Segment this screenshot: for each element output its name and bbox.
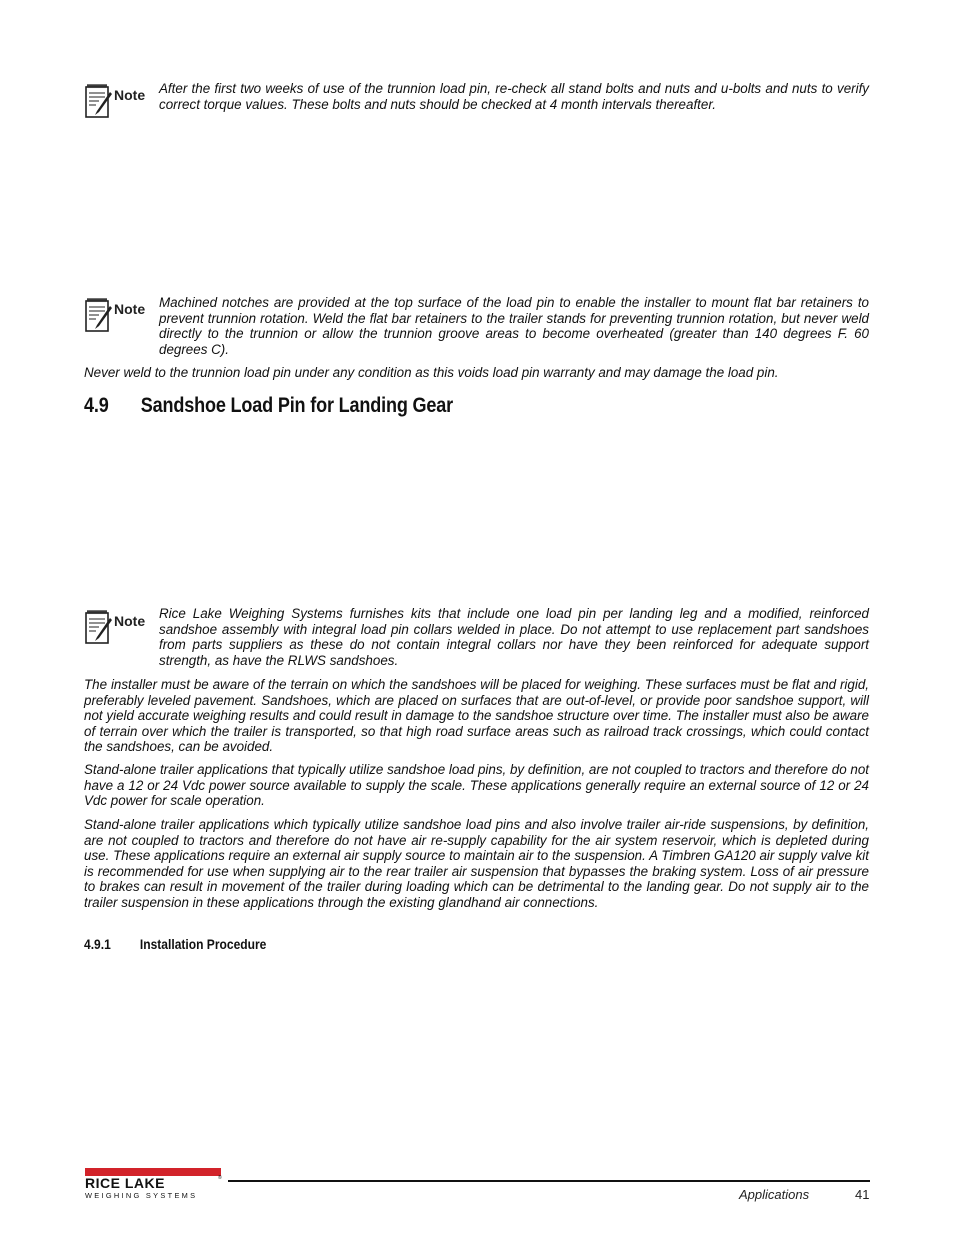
note-label: Note — [114, 301, 146, 317]
note-text: After the first two weeks of use of the trunnion load pin, re-check all stand bolts and nuts and u-bolts and nuts to verify correct torque values. These bolts and nuts should be checked at 4 month intervals thereafter. — [159, 81, 869, 112]
note-label: Note — [114, 87, 146, 103]
subsection-heading — [84, 936, 266, 952]
note-text: Rice Lake Weighing Systems furnishes kits that include one load pin per landing leg and a modified, reinforced sandshoe assembly with integral load pin collars welded in place. Do not attempt to use replacement part sandshoes from parts suppliers as these do not contain integral collars nor have they been reinforced for adequate support strength, as have the RLWS sandshoes. — [159, 606, 869, 668]
body-paragraph: Stand-alone trailer applications which typically utilize sandshoe load pins and also involve trailer air-ride suspensions, by definition, are not coupled to tractors and therefore do not have air re-supply capability for the air system reservoir, which is depleted during use. These applications require an external air supply source to maintain air to the suspension. A Timbren GA120 air supply valve kit is recommended for use when supplying air to the rear trailer air suspension that bypasses the braking system. Loss of air pressure to brakes can result in movement of the trailer during loading which can be detrimental to the landing gear. Do not supply air to the trailer suspension in these applications through the existing glandhand air connections. — [84, 817, 869, 910]
subsection-title: Installation Procedure — [139, 936, 267, 952]
section-title: Sandshoe Load Pin for Landing Gear — [140, 394, 454, 417]
svg-text:®: ® — [218, 1175, 222, 1181]
note-icon — [84, 298, 152, 332]
note-icon — [84, 84, 152, 118]
section-heading — [84, 394, 453, 418]
page-number: 41 — [855, 1187, 870, 1202]
logo-subtitle: WEIGHING SYSTEMS — [85, 1191, 198, 1200]
rice-lake-logo — [85, 1167, 225, 1201]
footer-rule — [228, 1180, 870, 1182]
section-number: 4.9 — [84, 394, 109, 417]
logo-wordmark: RICE LAKE — [85, 1175, 165, 1191]
note-label: Note — [114, 613, 146, 629]
body-paragraph: Stand-alone trailer applications that typically utilize sandshoe load pins, by definition, are not coupled to tractors and therefore do not have a 12 or 24 Vdc power source available to supply the scale. These applications generally require an external source of 12 or 24 Vdc power for scale operation. — [84, 762, 869, 809]
subsection-number: 4.9.1 — [84, 936, 111, 952]
footer-section-name: Applications — [739, 1187, 810, 1202]
note-text: Machined notches are provided at the top surface of the load pin to enable the installer to mount flat bar retainers to prevent trunnion rotation. Weld the flat bar retainers to the trailer stands for preventing trunnion rotation, but never weld directly to the trunnion or allow the trunnion groove areas to become overheated (greater than 140 degrees F. 60 degrees C). — [159, 295, 869, 357]
body-paragraph: The installer must be aware of the terrain on which the sandshoes will be placed for weighing. These surfaces must be flat and rigid, preferably leveled pavement. Sandshoes, which are placed on surfaces that are out-of-level, or provide poor sandshoe support, will not yield accurate weighing results and could result in damage to the sandshoe structure over time. The installer must also be aware of terrain over which the trailer is transported, so that high road surface areas such as railroad track crossings, which could contact the sandshoes, can be avoided. — [84, 677, 869, 755]
warning-text: Never weld to the trunnion load pin under any condition as this voids load pin warranty and may damage the load pin. — [84, 365, 779, 380]
note-icon — [84, 610, 152, 644]
